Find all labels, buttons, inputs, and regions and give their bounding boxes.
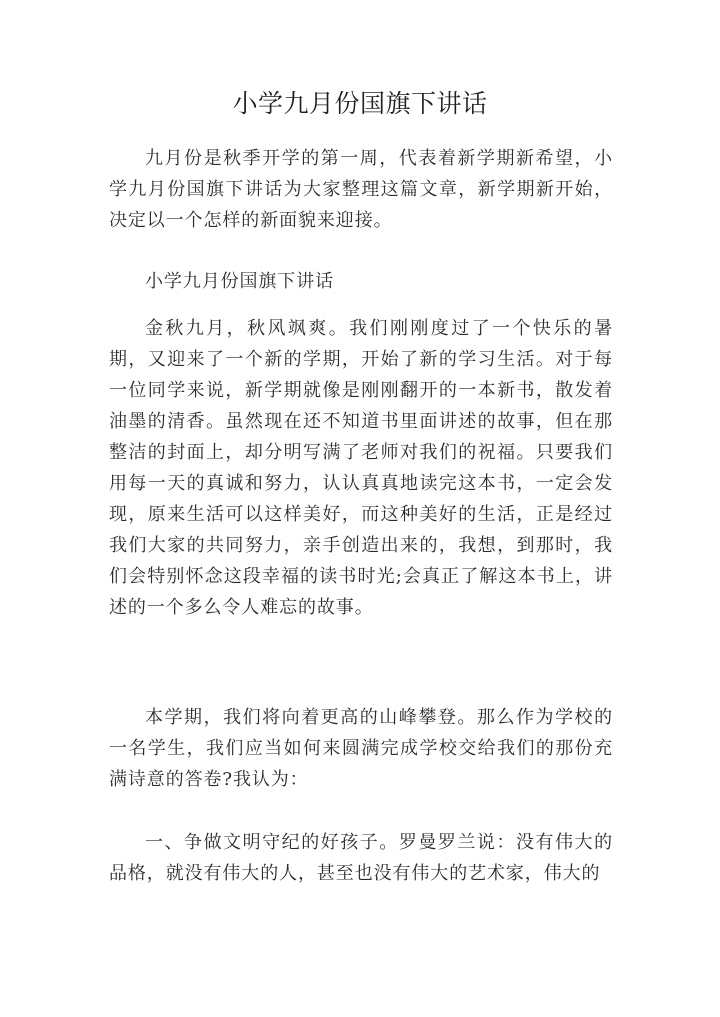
document-title: 小学九月份国旗下讲话 <box>232 89 488 118</box>
intro-paragraph: 九月份是秋季开学的第一周，代表着新学期新希望，小学九月份国旗下讲话为大家整理这篇文章，新学期新开始，决定以一个怎样的新面貌来迎接。 <box>109 148 613 231</box>
body-paragraph: 本学期，我们将向着更高的山峰攀登。那么作为学校的一名学生，我们应当如何来圆满完成学校交给我们的那份充满诗意的答卷?我认为： <box>109 707 613 790</box>
body-paragraph: 金秋九月，秋风飒爽。我们刚刚度过了一个快乐的暑期，又迎来了一个新的学期，开始了新的学习生活。对于每一位同学来说，新学期就像是刚刚翻开的一本新书，散发着油墨的清香。虽然现在还不知道书里面讲述的故事，但在那整洁的封面上，却分明写满了老师对我们的祝福。只要我们用每一天的真诚和努力，认认真真地读完这本书，一定会发现，原来生活可以这样美好，而这种美好的生活，正是经过我们大家的共同努力，亲手创造出来的，我想，到那时，我们会特别怀念这段幸福的读书时光;会真正了解这本书上，讲述的一个多么令人难忘的故事。 <box>109 318 613 618</box>
body-paragraph: 一、争做文明守纪的好孩子。罗曼罗兰说：没有伟大的品格，就没有伟大的人，甚至也没有伟大的艺术家，伟大的 <box>109 832 613 884</box>
section-heading: 小学九月份国旗下讲话 <box>145 271 334 292</box>
